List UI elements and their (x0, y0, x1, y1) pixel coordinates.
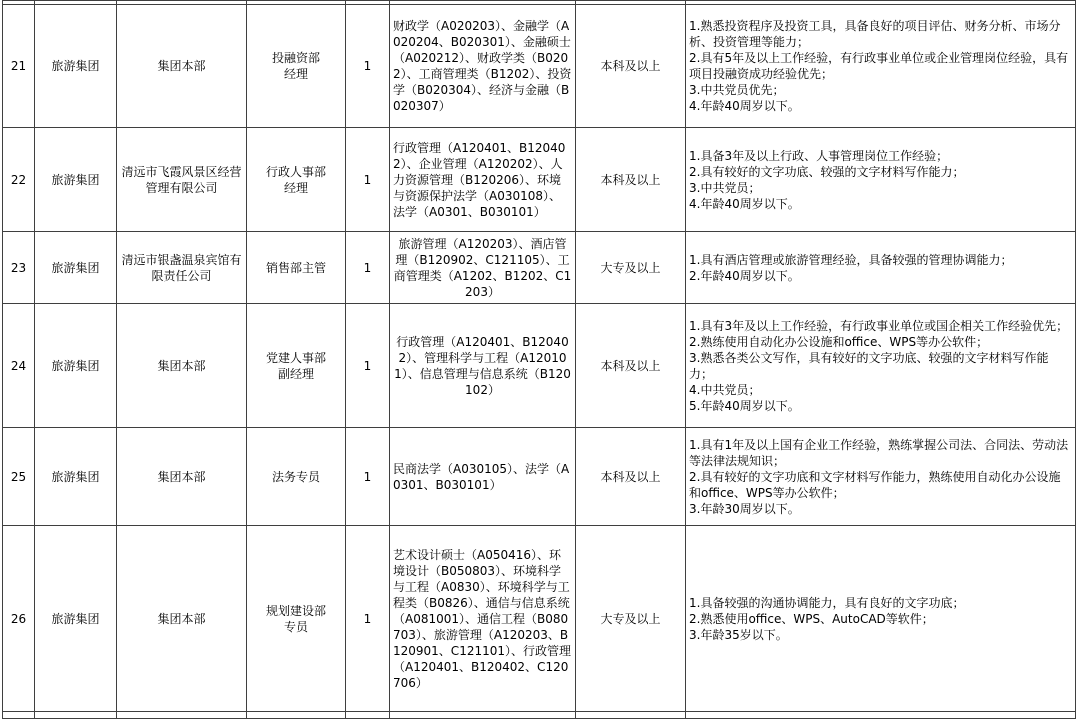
cell-majors: 艺术设计硕士（A050416）、环境设计（B050803）、环境科学与工程（A0830）、环境科学与工程类（B0826）、通信与信息系统（A081001）、通信工程（B080703）、旅游管理（A120203、B120901、C121101）、行政管理（A120401、B120402、C120706） (390, 526, 576, 712)
cell-headcount: 1 (346, 5, 390, 128)
cell-row-no: 26 (3, 526, 35, 712)
partial-cell (3, 712, 35, 719)
partial-cell (117, 712, 247, 719)
table-row (3, 304, 1076, 428)
cell-group: 旅游集团 (35, 428, 117, 526)
cell-requirements: 1.具有3年及以上工作经验，有行政事业单位或国企相关工作经验优先； 2.熟练使用自动化办公设施和office、WPS等办公软件； 3.熟悉各类公文写作，具有较好的文字功底、较强的文字材料写作能力； 4.中共党员； 5.年龄40周岁以下。 (686, 304, 1076, 428)
partial-row-bottom (3, 712, 1076, 719)
cell-education: 大专及以上 (576, 232, 686, 304)
cell-group: 旅游集团 (35, 526, 117, 712)
cell-requirements: 1.具有1年及以上国有企业工作经验，熟练掌握公司法、合同法、劳动法等法律法规知识； 2.具有较好的文字功底和文字材料写作能力，熟练使用自动化办公设施和office、WPS等办公软件； 3.年龄30周岁以下。 (686, 428, 1076, 526)
cell-requirements: 1.具有酒店管理或旅游管理经验，具备较强的管理协调能力； 2.年龄40周岁以下。 (686, 232, 1076, 304)
cell-majors: 行政管理（A120401、B120402）、管理科学与工程（A120101）、信息管理与信息系统（B120102） (390, 304, 576, 428)
table-row (3, 5, 1076, 128)
cell-requirements: 1.熟悉投资程序及投资工具，具备良好的项目评估、财务分析、市场分析、投资管理等能力； 2.具有5年及以上工作经验，有行政事业单位或企业管理岗位经验，具有项目投融资成功经验优先； 3.中共党员优先； 4.年龄40周岁以下。 (686, 5, 1076, 128)
cell-headcount: 1 (346, 428, 390, 526)
partial-cell (576, 712, 686, 719)
cell-requirements: 1.具备较强的沟通协调能力，具有良好的文字功底； 2.熟悉使用office、WPS、AutoCAD等软件； 3.年龄35岁以下。 (686, 526, 1076, 712)
cell-group: 旅游集团 (35, 5, 117, 128)
cell-unit: 清远市银盏温泉宾馆有限责任公司 (117, 232, 247, 304)
partial-cell (686, 712, 1076, 719)
cell-position: 行政人事部 经理 (247, 128, 346, 232)
cell-unit: 集团本部 (117, 304, 247, 428)
cell-education: 大专及以上 (576, 526, 686, 712)
cell-education: 本科及以上 (576, 428, 686, 526)
table-row (3, 232, 1076, 304)
cell-unit: 集团本部 (117, 526, 247, 712)
cell-group: 旅游集团 (35, 232, 117, 304)
cell-row-no: 23 (3, 232, 35, 304)
partial-cell (390, 712, 576, 719)
cell-majors: 财政学（A020203）、金融学（A020204、B020301）、金融硕士（A020212）、财政学类（B0202）、工商管理类（B1202）、投资学（B020304）、经济与金融（B020307） (390, 5, 576, 128)
cell-headcount: 1 (346, 526, 390, 712)
cell-headcount: 1 (346, 304, 390, 428)
cell-group: 旅游集团 (35, 304, 117, 428)
cell-row-no: 24 (3, 304, 35, 428)
cell-unit: 集团本部 (117, 428, 247, 526)
cell-position: 法务专员 (247, 428, 346, 526)
partial-cell (346, 712, 390, 719)
cell-majors: 旅游管理（A120203）、酒店管理（B120902、C121105）、工商管理类（A1202、B1202、C1203） (390, 232, 576, 304)
cell-position: 销售部主管 (247, 232, 346, 304)
cell-group: 旅游集团 (35, 128, 117, 232)
cell-requirements: 1.具备3年及以上行政、人事管理岗位工作经验； 2.具有较好的文字功底、较强的文字材料写作能力； 3.中共党员； 4.年龄40周岁以下。 (686, 128, 1076, 232)
recruitment-table (2, 0, 1076, 719)
table-row (3, 428, 1076, 526)
cell-majors: 民商法学（A030105）、法学（A0301、B030101） (390, 428, 576, 526)
cell-headcount: 1 (346, 232, 390, 304)
cell-row-no: 22 (3, 128, 35, 232)
cell-position: 规划建设部 专员 (247, 526, 346, 712)
cell-position: 投融资部 经理 (247, 5, 346, 128)
cell-position: 党建人事部 副经理 (247, 304, 346, 428)
cell-unit: 集团本部 (117, 5, 247, 128)
partial-cell (35, 712, 117, 719)
partial-cell (247, 712, 346, 719)
cell-majors: 行政管理（A120401、B120402）、企业管理（A120202）、人力资源管理（B120206）、环境与资源保护法学（A030108）、法学（A0301、B030101） (390, 128, 576, 232)
table-row (3, 526, 1076, 712)
table-row (3, 128, 1076, 232)
cell-education: 本科及以上 (576, 5, 686, 128)
cell-unit: 清远市飞霞风景区经营管理有限公司 (117, 128, 247, 232)
cell-education: 本科及以上 (576, 128, 686, 232)
cell-row-no: 25 (3, 428, 35, 526)
cell-education: 本科及以上 (576, 304, 686, 428)
cell-headcount: 1 (346, 128, 390, 232)
cell-row-no: 21 (3, 5, 35, 128)
